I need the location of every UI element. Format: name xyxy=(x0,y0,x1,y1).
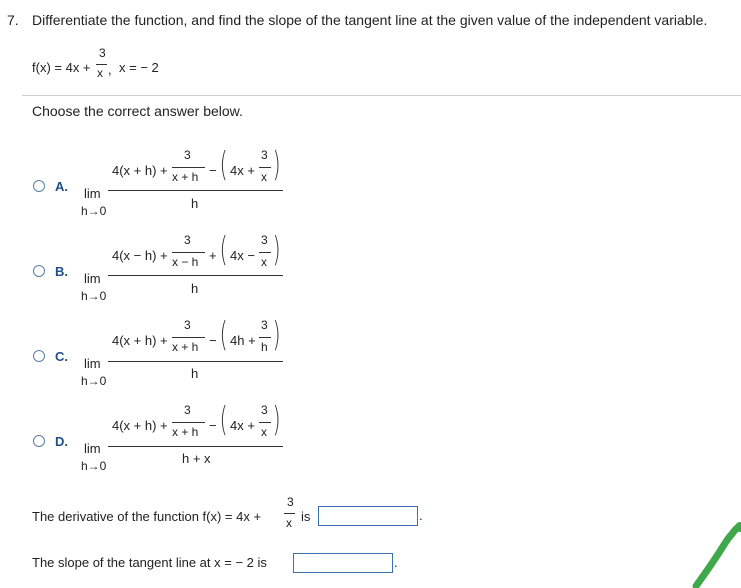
function-prefix: f(x) = 4x + xyxy=(32,60,91,75)
option-c-paren-close: ) xyxy=(272,315,281,355)
option-a-paren-close: ) xyxy=(272,145,281,185)
option-d-frac-bar xyxy=(172,422,205,423)
option-b-paren-left: 4x − xyxy=(230,248,255,263)
function-numerator: 3 xyxy=(99,46,106,60)
option-b-den: h xyxy=(191,281,199,296)
option-a-op: − xyxy=(209,163,217,178)
option-c-num-left: 4(x + h) + xyxy=(112,333,168,348)
option-d-paren-left: 4x + xyxy=(230,418,255,433)
option-d-radio[interactable] xyxy=(33,435,45,447)
option-a-paren-den: x xyxy=(261,170,267,184)
option-b-paren-close: ) xyxy=(272,230,281,270)
option-c-paren-den: h xyxy=(261,340,268,354)
slope-text: The slope of the tangent line at x = − 2 is xyxy=(32,555,267,570)
option-c-paren-open: ( xyxy=(219,315,228,355)
slope-input[interactable] xyxy=(293,553,393,573)
option-c-main-bar xyxy=(108,361,283,362)
option-b-main-bar xyxy=(108,275,283,276)
question-text: Differentiate the function, and find the slope of the tangent line at the given value of the independent variable. xyxy=(32,12,708,28)
option-b-letter: B. xyxy=(55,264,68,279)
checkmark-icon xyxy=(690,520,741,588)
option-a-frac-bar xyxy=(172,167,205,168)
x-value: x = − 2 xyxy=(119,60,159,75)
slope-period: . xyxy=(394,555,398,570)
option-b-op: + xyxy=(209,248,217,263)
option-a-paren-left: 4x + xyxy=(230,163,255,178)
derivative-text: The derivative of the function f(x) = 4x + xyxy=(32,509,262,524)
option-a-sub: h→0 xyxy=(81,204,107,218)
option-b-radio[interactable] xyxy=(33,265,45,277)
option-a-main-bar xyxy=(108,190,283,191)
option-c-den: h xyxy=(191,366,199,381)
derivative-denominator: x xyxy=(286,516,292,530)
option-c-op: − xyxy=(209,333,217,348)
option-a-paren-bar xyxy=(259,167,271,168)
option-c-paren-num: 3 xyxy=(261,318,268,332)
question-number: 7. xyxy=(7,12,19,28)
derivative-period: . xyxy=(419,508,423,523)
option-a-radio[interactable] xyxy=(33,180,45,192)
option-d-frac-num: 3 xyxy=(184,403,191,417)
option-b-paren-num: 3 xyxy=(261,233,268,247)
option-a-letter: A. xyxy=(55,179,68,194)
option-d-paren-num: 3 xyxy=(261,403,268,417)
option-b-frac-bar xyxy=(172,252,205,253)
option-b-num-left: 4(x − h) + xyxy=(112,248,168,263)
function-denominator: x xyxy=(97,66,103,80)
option-d-sub: h→0 xyxy=(81,459,107,473)
option-c-letter: C. xyxy=(55,349,68,364)
option-b-frac-den: x − h xyxy=(172,255,199,269)
option-d-lim: lim xyxy=(84,441,101,456)
option-a-frac-num: 3 xyxy=(184,148,191,162)
option-d-main-bar xyxy=(108,446,283,447)
option-c-radio[interactable] xyxy=(33,350,45,362)
option-b-frac-num: 3 xyxy=(184,233,191,247)
derivative-is: is xyxy=(301,509,311,524)
option-a-lim: lim xyxy=(84,186,101,201)
prompt-text: Choose the correct answer below. xyxy=(32,103,243,119)
option-c-frac-num: 3 xyxy=(184,318,191,332)
option-c-frac-den: x + h xyxy=(172,340,199,354)
option-b-paren-bar xyxy=(259,252,271,253)
option-d-paren-close: ) xyxy=(272,400,281,440)
option-c-frac-bar xyxy=(172,337,205,338)
function-fraction-bar xyxy=(96,64,107,65)
option-b-lim: lim xyxy=(84,271,101,286)
option-d-paren-bar xyxy=(259,422,271,423)
option-c-sub: h→0 xyxy=(81,374,107,388)
option-a-den: h xyxy=(191,196,199,211)
option-d-frac-den: x + h xyxy=(172,425,199,439)
derivative-numerator: 3 xyxy=(287,495,294,509)
option-d-op: − xyxy=(209,418,217,433)
derivative-input[interactable] xyxy=(318,506,418,526)
option-a-num-left: 4(x + h) + xyxy=(112,163,168,178)
derivative-fraction-bar xyxy=(284,513,295,514)
option-d-paren-den: x xyxy=(261,425,267,439)
option-b-paren-open: ( xyxy=(219,230,228,270)
option-a-paren-num: 3 xyxy=(261,148,268,162)
option-b-paren-den: x xyxy=(261,255,267,269)
option-a-frac-den: x + h xyxy=(172,170,199,184)
option-d-letter: D. xyxy=(55,434,68,449)
option-c-paren-left: 4h + xyxy=(230,333,256,348)
option-d-paren-open: ( xyxy=(219,400,228,440)
option-b-sub: h→0 xyxy=(81,289,107,303)
function-comma: , xyxy=(108,62,112,77)
option-c-paren-bar xyxy=(259,337,271,338)
option-d-num-left: 4(x + h) + xyxy=(112,418,168,433)
option-c-lim: lim xyxy=(84,356,101,371)
option-a-paren-open: ( xyxy=(219,145,228,185)
option-d-den: h + x xyxy=(182,451,211,466)
divider xyxy=(22,95,741,96)
